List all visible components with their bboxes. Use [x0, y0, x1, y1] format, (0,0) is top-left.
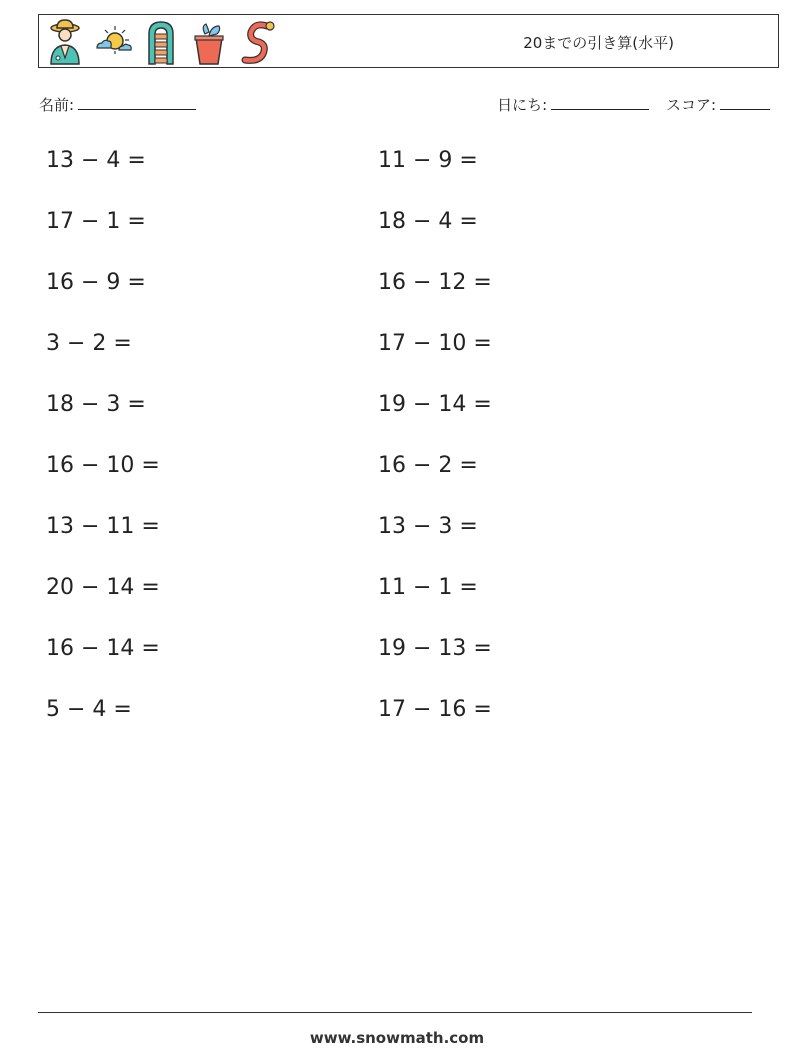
score-label: スコア:	[665, 96, 716, 114]
problem-1-left: 13 − 4 =	[46, 148, 146, 173]
fish-bucket-icon	[189, 18, 229, 66]
worm-icon	[237, 18, 277, 66]
problem-3-left: 16 − 9 =	[46, 270, 146, 295]
problem-5-left: 18 − 3 =	[46, 392, 146, 417]
problem-3-right: 16 − 12 =	[378, 270, 492, 295]
problem-2-right: 18 − 4 =	[378, 209, 478, 234]
name-label: 名前:	[39, 96, 75, 114]
inflatable-boat-icon	[141, 18, 181, 66]
problem-6-left: 16 − 10 =	[46, 453, 160, 478]
name-blank[interactable]	[78, 96, 196, 110]
problem-9-right: 19 − 13 =	[378, 636, 492, 661]
problem-1-right: 11 − 9 =	[378, 148, 478, 173]
problem-2-left: 17 − 1 =	[46, 209, 146, 234]
footer-divider	[38, 1012, 752, 1013]
sun-cloud-icon	[93, 18, 133, 66]
problem-4-left: 3 − 2 =	[46, 331, 132, 356]
date-score-fields	[497, 94, 770, 115]
problem-7-left: 13 − 11 =	[46, 514, 160, 539]
header-icons	[45, 17, 277, 67]
worksheet-title: 20までの引き算(水平)	[523, 34, 674, 52]
name-field	[39, 94, 196, 115]
farmer-icon	[45, 18, 85, 66]
problem-8-right: 11 − 1 =	[378, 575, 478, 600]
worksheet-header	[38, 14, 779, 68]
problem-4-right: 17 − 10 =	[378, 331, 492, 356]
problem-7-right: 13 − 3 =	[378, 514, 478, 539]
problem-10-right: 17 − 16 =	[378, 697, 492, 722]
problem-6-right: 16 − 2 =	[378, 453, 478, 478]
date-blank[interactable]	[551, 96, 649, 110]
footer-url: www.snowmath.com	[309, 1029, 485, 1047]
problem-5-right: 19 − 14 =	[378, 392, 492, 417]
date-label: 日にち:	[497, 96, 548, 114]
problem-10-left: 5 − 4 =	[46, 697, 132, 722]
score-blank[interactable]	[720, 96, 770, 110]
problem-8-left: 20 − 14 =	[46, 575, 160, 600]
problem-9-left: 16 − 14 =	[46, 636, 160, 661]
